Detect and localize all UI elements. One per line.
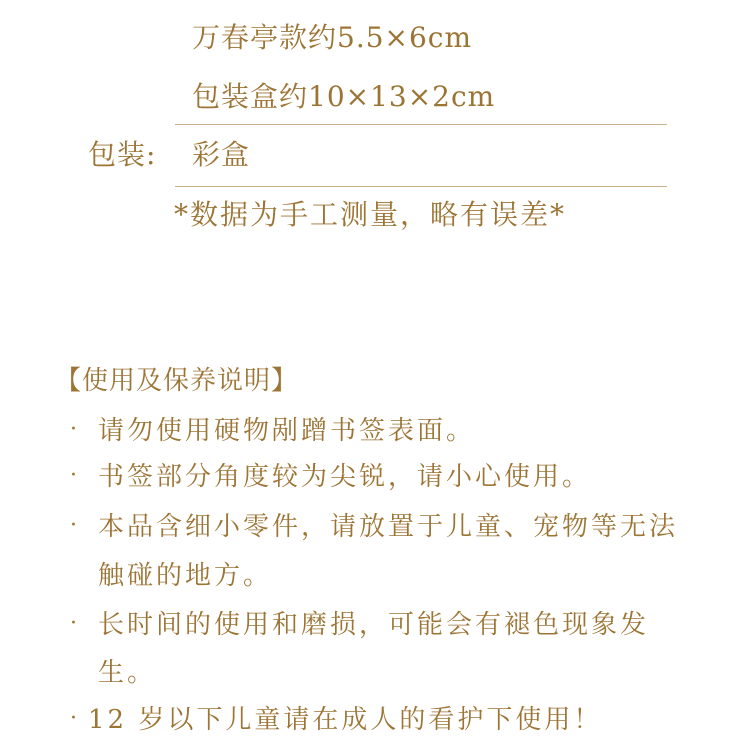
care-item-5: 12 岁以下儿童请在成人的看护下使用！ bbox=[88, 705, 603, 735]
care-title: 【使用及保养说明】 bbox=[55, 366, 299, 396]
care-item-4-line-2: 生。 bbox=[98, 658, 157, 688]
care-item-2: 书签部分角度较为尖锐，请小心使用。 bbox=[98, 462, 592, 492]
bullet-icon: · bbox=[70, 463, 77, 488]
care-item-1: 请勿使用硬物剐蹭书签表面。 bbox=[98, 416, 476, 446]
care-item-3-line-1: 本品含细小零件，请放置于儿童、宠物等无法 bbox=[98, 512, 679, 542]
care-item-3-line-2: 触碰的地方。 bbox=[98, 561, 273, 591]
bullet-icon: · bbox=[70, 611, 77, 636]
size-spec: 万春亭款约5.5×6cm bbox=[192, 21, 473, 54]
bullet-icon: · bbox=[70, 513, 77, 538]
box-size-spec: 包装盒约10×13×2cm bbox=[192, 80, 496, 113]
bullet-icon: · bbox=[70, 417, 77, 442]
divider-top bbox=[175, 124, 667, 125]
divider-bottom bbox=[175, 186, 667, 187]
bullet-icon: · bbox=[70, 706, 77, 731]
care-item-4-line-1: 长时间的使用和磨损，可能会有褪色现象发 bbox=[98, 610, 650, 640]
measurement-note: *数据为手工测量，略有误差* bbox=[174, 198, 567, 231]
packaging-value: 彩盒 bbox=[192, 138, 251, 171]
packaging-label: 包装: bbox=[88, 138, 157, 171]
